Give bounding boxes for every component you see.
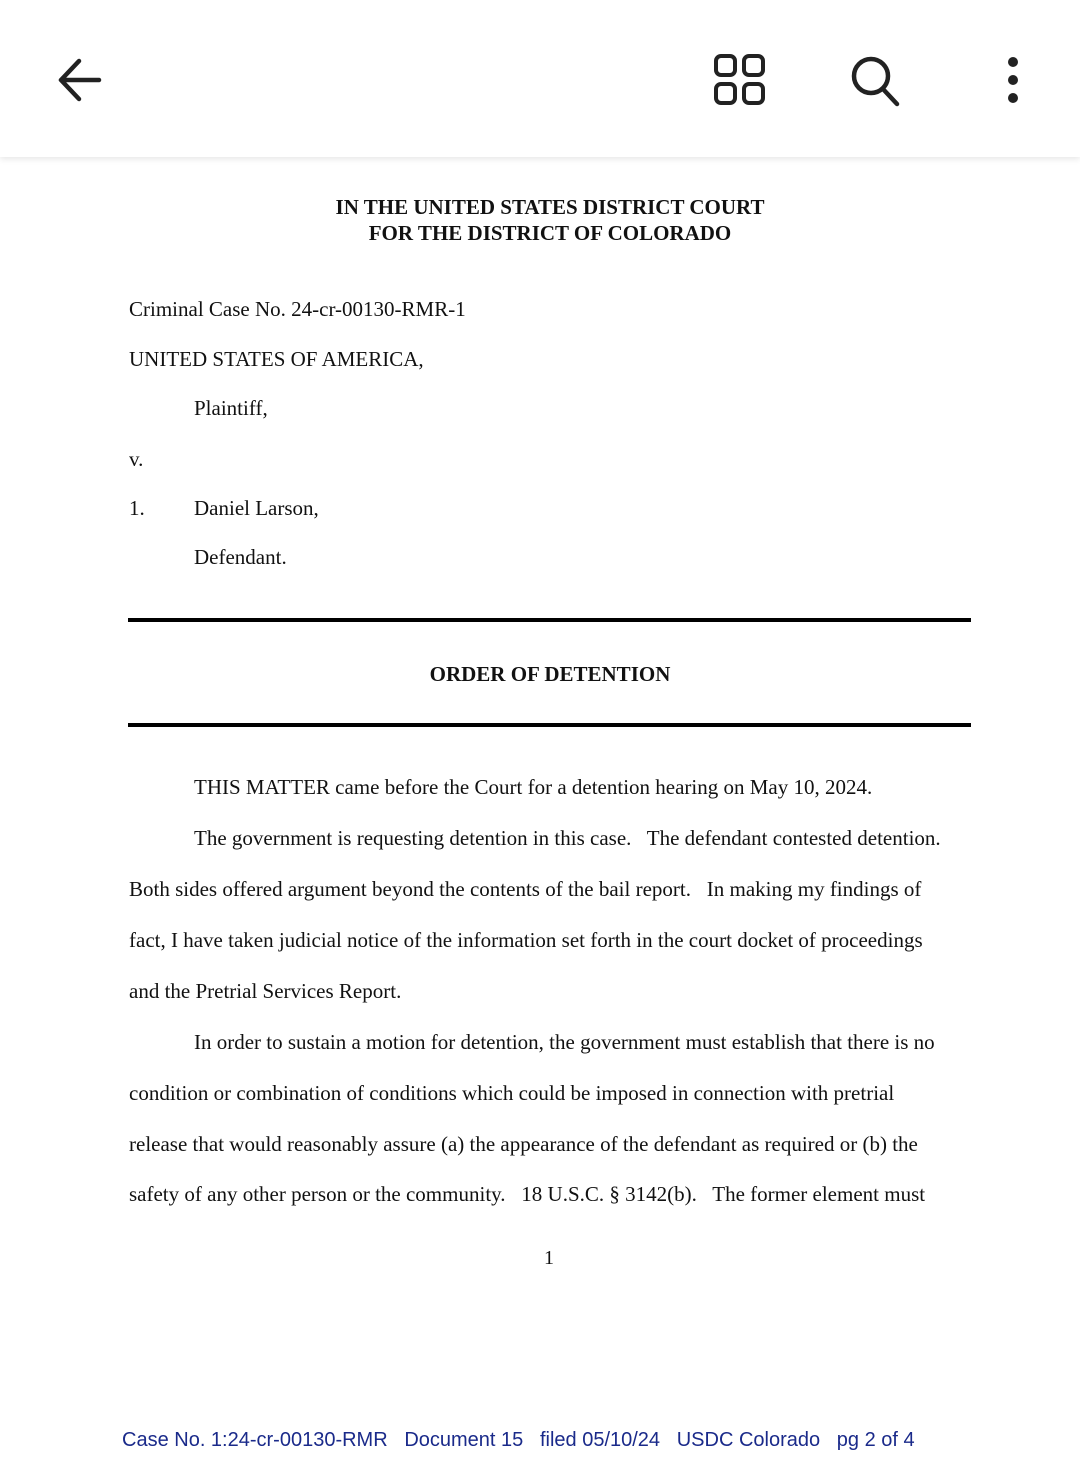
body-line: fact, I have taken judicial notice of the information set forth in the court docket of proceedings xyxy=(129,928,923,952)
document-title: ORDER OF DETENTION xyxy=(429,662,671,686)
arrow-left-icon xyxy=(53,54,105,106)
document-page xyxy=(0,157,1080,1424)
court-heading-line2: FOR THE DISTRICT OF COLORADO xyxy=(368,221,732,245)
defendant-number: 1. xyxy=(129,496,145,520)
body-line: The government is requesting detention in this case. The defendant contested detention. xyxy=(194,826,941,850)
back-button[interactable] xyxy=(47,48,111,112)
next-page-header: Case No. 1:24-cr-00130-RMR Document 15 filed 05/10/24 USDC Colorado pg 2 of 4 xyxy=(122,1429,915,1451)
search-button[interactable] xyxy=(843,48,907,112)
body-line: THIS MATTER came before the Court for a detention hearing on May 10, 2024. xyxy=(194,775,873,799)
more-vertical-icon xyxy=(1003,54,1023,106)
body-line: and the Pretrial Services Report. xyxy=(129,979,402,1003)
grid-view-icon xyxy=(713,53,767,107)
plaintiff-name: UNITED STATES OF AMERICA, xyxy=(129,347,424,371)
body-line: Both sides offered argument beyond the contents of the bail report. In making my findings of xyxy=(129,877,922,901)
defendant-label: Defendant. xyxy=(194,545,287,569)
divider-top xyxy=(128,618,971,622)
case-number: Criminal Case No. 24-cr-00130-RMR-1 xyxy=(129,297,466,321)
toolbar xyxy=(0,0,1080,157)
court-heading-line1: IN THE UNITED STATES DISTRICT COURT xyxy=(335,195,765,219)
next-page xyxy=(0,1424,1080,1464)
body-line: In order to sustain a motion for detention, the government must establish that there is no xyxy=(194,1030,935,1054)
divider-bottom xyxy=(128,723,971,727)
versus: v. xyxy=(129,447,144,471)
more-options-button[interactable] xyxy=(981,48,1045,112)
plaintiff-label: Plaintiff, xyxy=(194,396,268,420)
search-icon xyxy=(847,52,903,108)
defendant-name: Daniel Larson, xyxy=(194,496,319,520)
body-line: release that would reasonably assure (a) the appearance of the defendant as required or (b) the xyxy=(129,1132,918,1156)
body-line: condition or combination of conditions which could be imposed in connection with pretrial xyxy=(129,1081,895,1105)
page-number: 1 xyxy=(544,1247,554,1269)
grid-view-button[interactable] xyxy=(708,48,772,112)
body-line: safety of any other person or the community. 18 U.S.C. § 3142(b). The former element must xyxy=(129,1182,926,1206)
